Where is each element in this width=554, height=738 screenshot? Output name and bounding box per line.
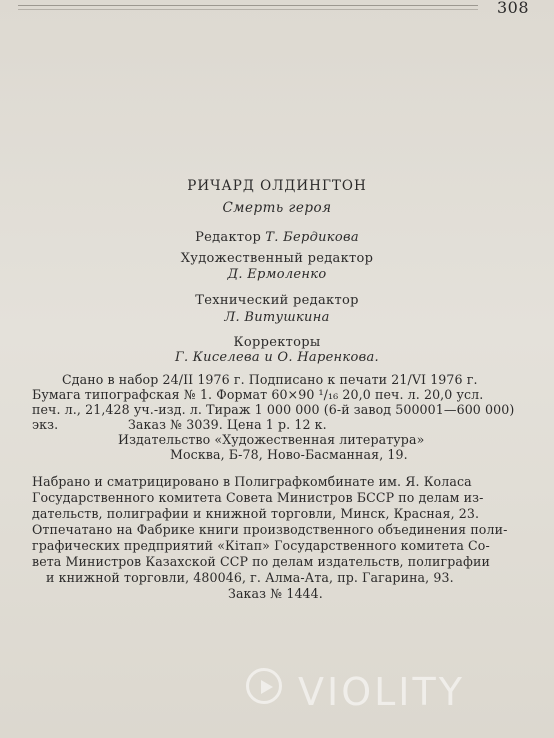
printing-line: Отпечатано на Фабрике книги производственного объединения поли- xyxy=(32,522,508,537)
publisher-name: Издательство «Художественная литература» xyxy=(118,432,425,447)
watermark: VIOLITY xyxy=(298,670,465,714)
printing-line: графических предприятий «Кітап» Государственного комитета Со- xyxy=(32,538,490,553)
art-editor-label: Художественный редактор xyxy=(180,251,374,266)
art-editor-name: Д. Ермоленко xyxy=(227,267,327,282)
editor-label: Редактор xyxy=(195,230,262,245)
printing-line: Набрано и сматрицировано в Полиграфкомбинате им. Я. Коласа xyxy=(32,474,472,489)
printing-line: вета Министров Казахской ССР по делам издательств, полиграфии xyxy=(32,554,490,569)
publication-line: печ. л., 21,428 уч.-изд. л. Тираж 1 000 000 (6-й завод 500001—600 000) xyxy=(32,402,515,417)
publication-line: Сдано в набор 24/II 1976 г. Подписано к печати 21/VI 1976 г. xyxy=(62,372,478,387)
printing-line: дательств, полиграфии и книжной торговли, Минск, Красная, 23. xyxy=(32,506,480,521)
publication-line: Бумага типографская № 1. Формат 60×90 ¹/₁₆ 20,0 печ. л. 20,0 усл. xyxy=(32,387,484,402)
editor-name: Т. Бердикова xyxy=(265,230,359,245)
printing-line: и книжной торговли, 480046, г. Алма-Ата, пр. Гагарина, 93. xyxy=(46,570,454,585)
book-title: Смерть героя xyxy=(222,200,332,216)
page-number: 308 xyxy=(497,0,530,17)
tech-editor-name: Л. Витушкина xyxy=(224,310,330,325)
printing-order-number: Заказ № 1444. xyxy=(228,586,323,601)
printing-line: Государственного комитета Совета Министров БССР по делам из- xyxy=(32,490,484,505)
correctors-label: Корректоры xyxy=(233,335,321,350)
correctors-names: Г. Киселева и О. Наренкова. xyxy=(175,350,379,365)
watermark-logo-icon xyxy=(246,668,282,704)
top-rule-secondary xyxy=(18,9,478,10)
tech-editor-label: Технический редактор xyxy=(195,293,359,308)
publication-line: экз. Заказ № 3039. Цена 1 р. 12 к. xyxy=(32,417,327,432)
publisher-address: Москва, Б-78, Ново-Басманная, 19. xyxy=(170,447,408,462)
editor-line xyxy=(0,230,554,245)
book-author: РИЧАРД ОЛДИНГТОН xyxy=(187,178,367,194)
top-rule xyxy=(18,5,478,6)
